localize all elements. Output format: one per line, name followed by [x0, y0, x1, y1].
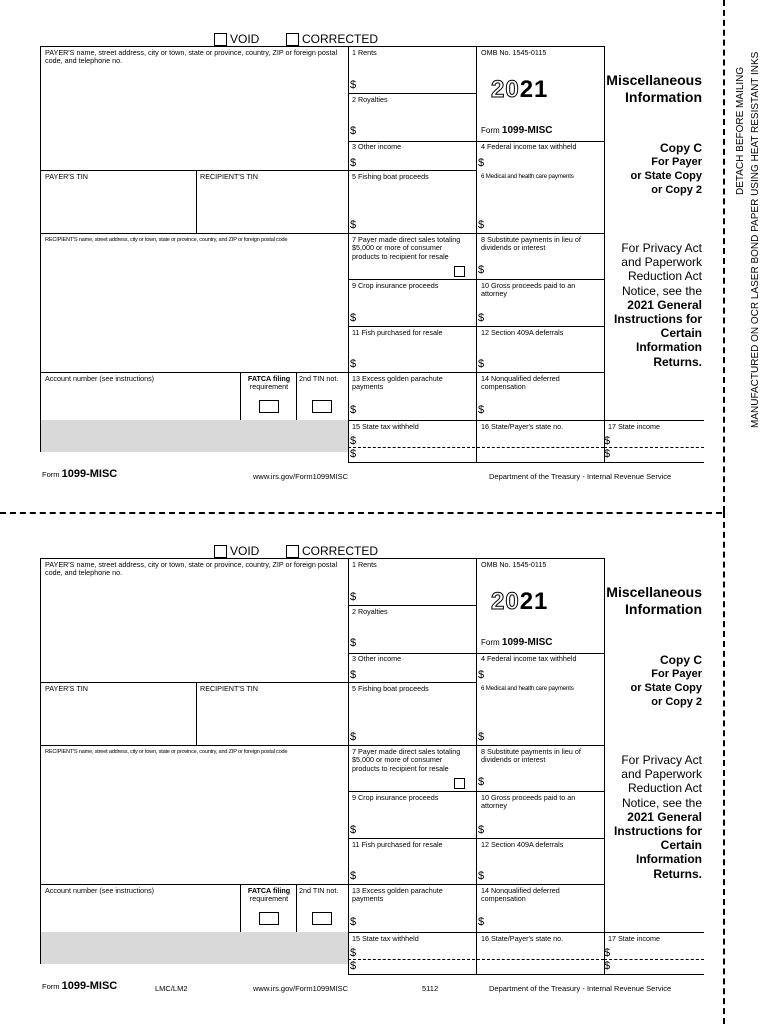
box7-checkbox[interactable] — [454, 266, 465, 277]
corrected-label: CORRECTED — [302, 544, 379, 558]
privacy-act-notice: For Privacy Act and Paperwork Reduction Act Notice, see the 2021 General Instructions for Certain Information Returns. — [613, 753, 702, 881]
col-divider-2 — [476, 558, 477, 964]
row-line-233 — [40, 233, 476, 234]
box9-dollar: $ — [350, 824, 357, 836]
footer-url: www.irs.gov/Form1099MISC — [253, 472, 349, 481]
row-line-372 — [40, 372, 604, 373]
box15-dollar-1: $ — [350, 435, 357, 447]
payer-name-label: PAYER'S name, street address, city or town, state or province, country, ZIP or foreign postal code, and telephone no. — [45, 560, 338, 578]
privacy-act-notice: For Privacy Act and Paperwork Reduction Act Notice, see the 2021 General Instructions for Certain Information Returns. — [613, 241, 702, 369]
row-line-170 — [40, 682, 476, 683]
recipient-name-label: RECIPIENT'S name, street address, city or town, state or province, country, and ZIP or foreign postal code — [45, 749, 288, 755]
bottom-stub-3 — [604, 964, 605, 974]
omb-number: OMB No. 1545-0115 — [481, 560, 547, 569]
box10-label: 10 Gross proceeds paid to an attorney — [481, 793, 576, 811]
box7-label: 7 Payer made direct sales totaling $5,000 or more of consumer products to recipient for resale — [352, 235, 461, 261]
box4-dollar: $ — [478, 669, 485, 681]
bottom-stub-2 — [476, 452, 477, 462]
box17-dollar-2: $ — [604, 448, 611, 460]
box3-label: 3 Other income — [352, 654, 402, 663]
form-copy-top — [0, 0, 770, 500]
box1-dollar: $ — [350, 591, 357, 603]
box15-dollar-1: $ — [350, 947, 357, 959]
row-line-372 — [40, 884, 604, 885]
box2-dollar: $ — [350, 125, 357, 137]
box14-dollar: $ — [478, 404, 485, 416]
box9-dollar: $ — [350, 312, 357, 324]
row-line-170 — [40, 170, 476, 171]
box6-label: 6 Medical and health care payments — [481, 685, 574, 692]
box17-dollar-1: $ — [604, 947, 611, 959]
form-1099-misc-copy — [0, 0, 770, 500]
box16-label: 16 State/Payer's state no. — [481, 422, 564, 431]
form-copy-bottom — [0, 512, 770, 1012]
box17-label: 17 State income — [608, 934, 660, 943]
fatca-divider — [240, 372, 241, 420]
account-number-label: Account number (see instructions) — [45, 886, 155, 895]
row-line-bottom — [348, 974, 704, 975]
footer-url: www.irs.gov/Form1099MISC — [253, 984, 349, 993]
footer-code-1: LMC/LM2 — [155, 984, 188, 993]
tin-divider — [196, 682, 197, 745]
box11-dollar: $ — [350, 870, 357, 882]
payer-tin-label: PAYER'S TIN — [45, 684, 88, 693]
box13-dollar: $ — [350, 916, 357, 928]
box5-label: 5 Fishing boat proceeds — [352, 172, 429, 181]
form-title: Miscellaneous Information — [606, 584, 702, 617]
fatca-divider — [240, 884, 241, 932]
box15-dollar-2: $ — [350, 448, 357, 460]
row-line-233b — [476, 233, 604, 234]
box13-dollar: $ — [350, 404, 357, 416]
box15-label: 15 State tax withheld — [352, 934, 419, 943]
box4-label: 4 Federal income tax withheld — [481, 654, 577, 663]
box1-divider — [348, 605, 476, 606]
box8-dollar: $ — [478, 776, 485, 788]
frame-top — [40, 558, 604, 559]
box10-label: 10 Gross proceeds paid to an attorney — [481, 281, 576, 299]
payer-name-label: PAYER'S name, street address, city or town, state or province, country, ZIP or foreign postal code, and telephone no. — [45, 48, 338, 66]
second-tin-checkbox[interactable] — [312, 400, 332, 413]
box17-dollar-2: $ — [604, 960, 611, 972]
row-line-233b — [476, 745, 604, 746]
box11-label: 11 Fish purchased for resale — [352, 840, 443, 849]
box10-dollar: $ — [478, 824, 485, 836]
box5-dollar: $ — [350, 731, 357, 743]
bottom-stub-1 — [348, 452, 349, 462]
box17-dashed-line — [604, 447, 704, 448]
footer-code-2: 5112 — [422, 984, 439, 993]
box17-dollar-1: $ — [604, 435, 611, 447]
box14-label: 14 Nonqualified deferred compensation — [481, 886, 560, 904]
tin2-divider — [296, 372, 297, 420]
tax-year: 2021 — [491, 76, 549, 103]
fatca-checkbox[interactable] — [259, 912, 279, 925]
box1-divider — [348, 93, 476, 94]
fatca-label: FATCA filing requirement — [247, 886, 291, 904]
box15-16-dashed-line — [348, 959, 604, 960]
box10-dollar: $ — [478, 312, 485, 324]
void-label: VOID — [230, 32, 260, 46]
bottom-stub-1 — [348, 964, 349, 974]
second-tin-label: 2nd TIN not. — [299, 886, 339, 895]
box7-checkbox[interactable] — [454, 778, 465, 789]
tin2-divider — [296, 884, 297, 932]
box13-label: 13 Excess golden parachute payments — [352, 886, 443, 904]
footer-form-id: Form 1099-MISC — [42, 468, 118, 480]
shaded-area — [40, 420, 348, 452]
corrected-label: CORRECTED — [302, 32, 379, 46]
box6-label: 6 Medical and health care payments — [481, 173, 574, 180]
second-tin-checkbox[interactable] — [312, 912, 332, 925]
form-id-small: Form 1099-MISC — [481, 125, 553, 136]
box17-dashed-line — [604, 959, 704, 960]
void-checkbox[interactable] — [214, 545, 227, 558]
box6-dollar: $ — [478, 219, 485, 231]
box2-dollar: $ — [350, 637, 357, 649]
box9-label: 9 Crop insurance proceeds — [352, 281, 439, 290]
box6-dollar: $ — [478, 731, 485, 743]
box8-dollar: $ — [478, 264, 485, 276]
copy-designation: Copy C For Payer or State Copy or Copy 2 — [630, 141, 702, 196]
corrected-checkbox[interactable] — [286, 33, 299, 46]
col-divider-1 — [348, 46, 349, 452]
box15-dollar-2: $ — [350, 960, 357, 972]
account-number-label: Account number (see instructions) — [45, 374, 155, 383]
box8-label: 8 Substitute payments in lieu of dividends or interest — [481, 235, 581, 253]
fatca-checkbox[interactable] — [259, 400, 279, 413]
void-checkbox[interactable] — [214, 33, 227, 46]
form-title: Miscellaneous Information — [606, 72, 702, 105]
manufacturing-notice: MANUFACTURED ON OCR LASER BOND PAPER USING HEAT RESISTANT INKS — [750, 51, 761, 428]
col-divider-2 — [476, 46, 477, 452]
box1-dollar: $ — [350, 79, 357, 91]
box17-label: 17 State income — [608, 422, 660, 431]
footer-department: Department of the Treasury - Internal Revenue Service — [489, 472, 672, 481]
box8-label: 8 Substitute payments in lieu of dividends or interest — [481, 747, 581, 765]
payer-tin-label: PAYER'S TIN — [45, 172, 88, 181]
footer-department: Department of the Treasury - Internal Revenue Service — [489, 984, 672, 993]
recipient-tin-label: RECIPIENT'S TIN — [200, 684, 258, 693]
box4-dollar: $ — [478, 157, 485, 169]
box3-dollar: $ — [350, 669, 357, 681]
box2-label: 2 Royalties — [352, 607, 388, 616]
box3-dollar: $ — [350, 157, 357, 169]
box1-label: 1 Rents — [352, 48, 377, 57]
box12-label: 12 Section 409A deferrals — [481, 328, 564, 337]
box5-dollar: $ — [350, 219, 357, 231]
second-tin-label: 2nd TIN not. — [299, 374, 339, 383]
box5-label: 5 Fishing boat proceeds — [352, 684, 429, 693]
omb-number: OMB No. 1545-0115 — [481, 48, 547, 57]
corrected-checkbox[interactable] — [286, 545, 299, 558]
box9-label: 9 Crop insurance proceeds — [352, 793, 439, 802]
frame-top — [40, 46, 604, 47]
box13-label: 13 Excess golden parachute payments — [352, 374, 443, 392]
shaded-area — [40, 932, 348, 964]
box12-label: 12 Section 409A deferrals — [481, 840, 564, 849]
recipient-name-label: RECIPIENT'S name, street address, city or town, state or province, country, and ZIP or foreign postal code — [45, 237, 288, 243]
tin-divider — [196, 170, 197, 233]
copy-designation: Copy C For Payer or State Copy or Copy 2 — [630, 653, 702, 708]
box1-label: 1 Rents — [352, 560, 377, 569]
box12-dollar: $ — [478, 358, 485, 370]
box15-label: 15 State tax withheld — [352, 422, 419, 431]
col-divider-1 — [348, 558, 349, 964]
box14-label: 14 Nonqualified deferred compensation — [481, 374, 560, 392]
form-id-small: Form 1099-MISC — [481, 637, 553, 648]
box14-dollar: $ — [478, 916, 485, 928]
fatca-label: FATCA filing requirement — [247, 374, 291, 392]
bottom-stub-2 — [476, 964, 477, 974]
row-line-233 — [40, 745, 476, 746]
row-line-bottom — [348, 462, 704, 463]
recipient-tin-label: RECIPIENT'S TIN — [200, 172, 258, 181]
tax-year: 2021 — [491, 588, 549, 615]
box11-label: 11 Fish purchased for resale — [352, 328, 443, 337]
footer-form-id: Form 1099-MISC — [42, 980, 118, 992]
box3-label: 3 Other income — [352, 142, 402, 151]
bottom-stub-3 — [604, 452, 605, 462]
box12-dollar: $ — [478, 870, 485, 882]
form-1099-misc-copy — [0, 512, 770, 1012]
box11-dollar: $ — [350, 358, 357, 370]
box15-16-dashed-line — [348, 447, 604, 448]
void-label: VOID — [230, 544, 260, 558]
box4-label: 4 Federal income tax withheld — [481, 142, 577, 151]
box16-label: 16 State/Payer's state no. — [481, 934, 564, 943]
box7-label: 7 Payer made direct sales totaling $5,000 or more of consumer products to recipient for resale — [352, 747, 461, 773]
box2-label: 2 Royalties — [352, 95, 388, 104]
detach-notice: DETACH BEFORE MAILING — [735, 66, 746, 195]
